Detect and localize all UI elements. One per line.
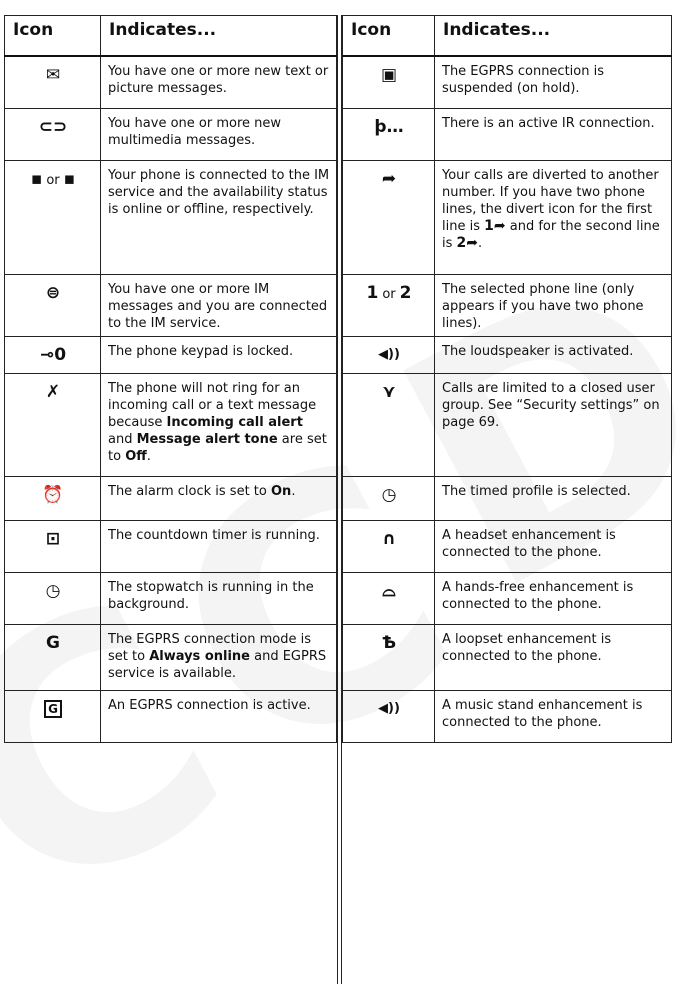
table-row — [343, 476, 672, 520]
egprs-suspended-icon: ▣ — [380, 65, 398, 85]
header-indicates: Indicates... — [101, 16, 337, 57]
row-description: Your calls are diverted to another number. If you have two phone lines, the divert icon for the first line is 1➦ and for the second line is 2➦. — [435, 160, 672, 274]
egprs-active-icon: G — [44, 700, 62, 718]
header-icon: Icon — [343, 16, 435, 57]
row-description: The countdown timer is running. — [101, 520, 337, 572]
or-label: or — [46, 172, 60, 188]
row-description: The phone will not ring for an incoming call or a text message because Incoming call alert and Message alert tone are set to Off. — [101, 373, 337, 476]
table-row — [5, 624, 337, 690]
call-divert-icon: ➦ — [381, 168, 397, 189]
table-row — [5, 160, 337, 274]
loopset-icon: Ѣ — [381, 632, 397, 653]
keypad-lock-icon: ⊸0 — [39, 344, 67, 365]
phone-line-1-icon: 1 — [366, 282, 379, 303]
row-description: You have one or more new text or picture messages. — [101, 56, 337, 108]
header-icon: Icon — [5, 16, 101, 57]
row-description: The EGPRS connection mode is set to Always online and EGPRS service is available. — [101, 624, 337, 690]
row-description: The loudspeaker is activated. — [435, 336, 672, 373]
ir-connection-icon: þ… — [374, 116, 404, 137]
im-message-icon: ⊜ — [45, 282, 61, 303]
countdown-timer-icon: ⊡ — [45, 528, 61, 549]
alarm-clock-icon: ⏰ — [42, 484, 64, 505]
row-description: A music stand enhancement is connected to the phone. — [435, 690, 672, 742]
row-description: The stopwatch is running in the background. — [101, 572, 337, 624]
table-row — [5, 520, 337, 572]
im-offline-icon: ▪ — [63, 168, 76, 189]
right-icon-table — [342, 15, 672, 743]
envelope-icon: ✉ — [45, 65, 61, 85]
table-row — [5, 56, 337, 108]
row-description: You have one or more IM messages and you are connected to the IM service. — [101, 274, 337, 336]
timed-profile-icon: ◷ — [381, 484, 397, 505]
headset-icon: ∩ — [382, 528, 396, 549]
table-row — [343, 56, 672, 108]
table-row — [343, 336, 672, 373]
table-row — [5, 108, 337, 160]
row-description: A hands-free enhancement is connected to the phone. — [435, 572, 672, 624]
table-row — [343, 160, 672, 274]
table-row — [343, 624, 672, 690]
music-stand-icon: ◀)) — [378, 700, 400, 716]
table-row — [343, 274, 672, 336]
divert-line2-icon: 2➦ — [456, 234, 479, 251]
table-row — [5, 274, 337, 336]
table-row — [343, 373, 672, 476]
row-description: A loopset enhancement is connected to the phone. — [435, 624, 672, 690]
table-row — [5, 336, 337, 373]
multimedia-message-icon: ⊂⊃ — [38, 116, 68, 137]
row-description: There is an active IR connection. — [435, 108, 672, 160]
row-description: The alarm clock is set to On. — [101, 476, 337, 520]
table-row — [5, 690, 337, 742]
divert-line1-icon: 1➦ — [484, 217, 506, 234]
row-description: A headset enhancement is connected to the phone. — [435, 520, 672, 572]
table-row — [343, 520, 672, 572]
closed-user-group-icon: ⋎ — [382, 381, 396, 402]
table-row — [343, 690, 672, 742]
header-indicates: Indicates... — [435, 16, 672, 57]
or-label: or — [382, 286, 396, 302]
table-row — [343, 108, 672, 160]
loudspeaker-icon: ◀)) — [378, 346, 400, 362]
row-description: You have one or more new multimedia messages. — [101, 108, 337, 160]
row-description: The EGPRS connection is suspended (on hold). — [435, 56, 672, 108]
row-description: An EGPRS connection is active. — [101, 690, 337, 742]
row-description: Your phone is connected to the IM service and the availability status is online or offline, respectively. — [101, 160, 337, 274]
left-icon-table — [4, 15, 337, 743]
table-row — [5, 476, 337, 520]
handsfree-icon: ⌓ — [382, 580, 396, 601]
phone-line-2-icon: 2 — [399, 282, 412, 303]
stopwatch-icon: ◷ — [45, 580, 61, 601]
row-description: The selected phone line (only appears if you have two phone lines). — [435, 274, 672, 336]
row-description: The timed profile is selected. — [435, 476, 672, 520]
im-online-icon: ▪ — [30, 168, 43, 189]
table-row — [343, 572, 672, 624]
egprs-online-icon: G — [46, 632, 60, 653]
table-row — [5, 373, 337, 476]
row-description: The phone keypad is locked. — [101, 336, 337, 373]
row-description: Calls are limited to a closed user group. See “Security settings” on page 69. — [435, 373, 672, 476]
silent-icon: ✗ — [45, 381, 61, 402]
table-row — [5, 572, 337, 624]
